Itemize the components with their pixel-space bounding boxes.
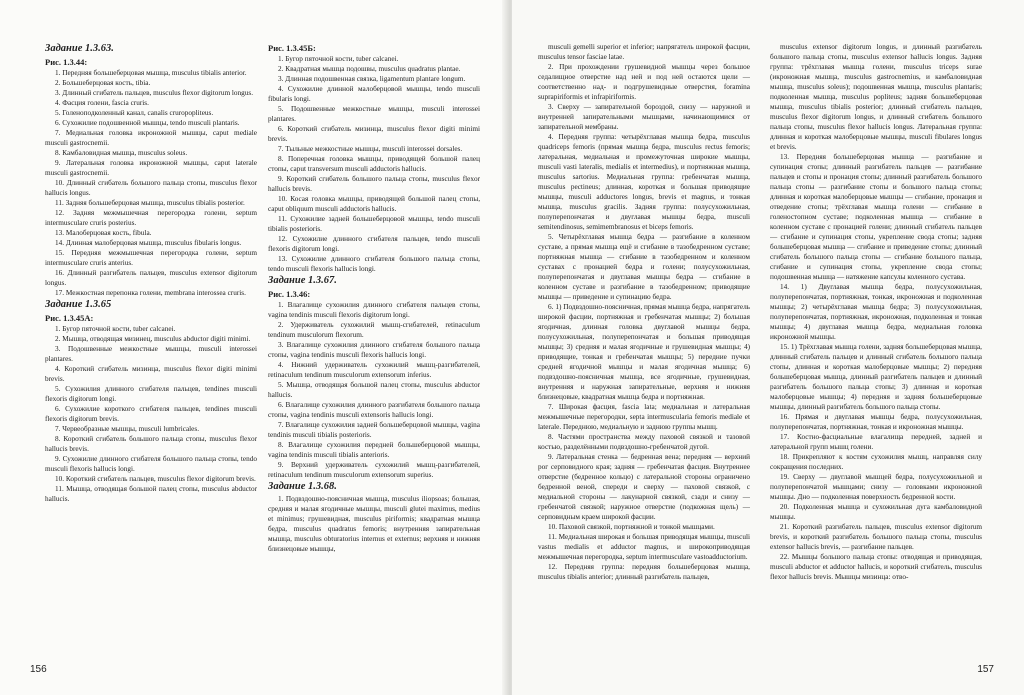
answer-item: 4. Короткий сгибатель мизинца, musculus flexor digiti minimi brevis. bbox=[45, 365, 257, 383]
answer-item: 3. Длинный сгибатель пальцев, musculus flexor digitorum longus. bbox=[55, 89, 254, 97]
answer-item: 15. 1) Трёхглавая мышца голени, задняя большеберцовая мышца, длинный сгибатель пальцев и длинный сгибатель большого пальца стопы, длинная и короткая малоберцовые мышцы; 2) передняя большеберцовая мышца, длинный разгибатель пальцев и длинный разгибатель большого пальца стопы; 3) длинная и короткая малоберцовые мышцы; 4) передняя и задняя большеберцовые мышцы, длинный разгибатель большого пальца стопы. bbox=[770, 343, 982, 411]
answer-item: 6. 1) Подвздошно-поясничная, прямая мышца бедра, напрягатель широкой фасции, портняжная и гребенчатая мышцы; 2) большая ягодичная, длинная головка двуглавой мышцы бедра, полусухожильная, полуперепончатая и большая приводящая мышцы; 3) средняя и малая ягодичные и грушевидная мышцы; 4) приводящие, тонкая и гребенчатая мышцы; 5) передние пучки средней ягодичной мышцы и малая ягодичная мышца; 6) подвздошно-поясничная мышца, все ягодичные, грушевидная, внутренняя и наружная запирательные, верхняя и нижняя близнецовые, квадратная мышца бедра и портняжная. bbox=[538, 303, 750, 401]
answer-item: 11. Медиальная широкая и большая приводящая мышцы, musculi vastus medialis et adductor magnus, и широкоприводящая межмышечная перегородка, septum intermusculare vastoadductorium. bbox=[538, 533, 750, 561]
answer-item: musculus extensor digitorum longus, и длинный разгибатель большого пальца стопы, musculus extensor hallucis longus. Задняя группа: трёхглавая мышца голени, musculus triceps surae (икроножная мышца, musculus gastrocnemius, и камбаловидная мышца, musculus soleus); подошвенная мышца, musculus plantaris; подколенная мышца, musculus popliteus; задняя большеберцовая мышца, musculus tibialis posterior; длинный сгибатель пальцев, musculus flexor digitorum longus, и длинный сгибатель большого пальца стопы, musculus flexor hallucis longus. Латеральная группа: длинная и короткая малоберцовые мышцы, musculi fibulares longus et brevis. bbox=[770, 43, 982, 151]
answer-item: 1. Бугор пяточной кости, tuber calcanei. bbox=[55, 325, 176, 333]
right-page bbox=[512, 0, 1024, 695]
answer-item: 10. Косая головка мышцы, приводящей большой палец стопы, caput obliquum musculi adductoris hallucis. bbox=[268, 195, 480, 213]
figure-label: Рис. 1.3.45Б: bbox=[268, 43, 316, 53]
answer-item: 4. Нижний удерживатель сухожилий мышц-разгибателей, retinaculum tendinum musculorum extensorum inferius. bbox=[268, 361, 480, 379]
answer-item: 7. Червеобразные мышцы, musculi lumbricales. bbox=[55, 425, 200, 433]
answer-item: 1. Подвздошно-поясничная мышца, musculus iliopsoas; большая, средняя и малая ягодичные мышцы, musculi glutei maximus, medius et minimus; грушевидная, musculus piriformis; квадратная мышца бедра, musculus quadratus femoris; внутренняя запирательная мышца, musculus obturatorius internus et externus; верхняя и нижняя близнецовые мышцы, bbox=[268, 495, 480, 553]
answer-item: 17. Межкостная перепонка голени, membrana interossea cruris. bbox=[55, 289, 246, 297]
figure-label: Рис. 1.3.46: bbox=[268, 289, 311, 299]
answer-item: 20. Подколенная мышца и сухожильная дуга камбаловидной мышцы. bbox=[770, 503, 982, 521]
answer-item: 6. Сухожилие короткого сгибателя пальцев, tendines musculi flexoris digitorum brevis. bbox=[45, 405, 257, 423]
answer-item: 6. Сухожилие подошвенной мышцы, tendo musculi plantaris. bbox=[55, 119, 240, 127]
answer-item: 14. 1) Двуглавая мышца бедра, полусухожильная, полуперепончатая, портняжная, тонкая, икроножная и подколенная мышцы; 2) четырёхглавая мышца бедра; 3) полусухожильная, полуперепончатая, портняжная, икроножная, подколенная и тонкая мышцы; 4) двуглавая мышца бедра, медиальная головка икроножной мышцы. bbox=[770, 283, 982, 341]
answer-item: 13. Малоберцовая кость, fibula. bbox=[55, 229, 152, 237]
answer-item: 7. Тыльные межкостные мышцы, musculi interossei dorsales. bbox=[278, 145, 463, 153]
answer-item: 10. Короткий сгибатель пальцев, musculus flexor digitorum brevis. bbox=[55, 475, 256, 483]
answer-item: 3. Подошвенные межкостные мышцы, musculi interossei plantares. bbox=[45, 345, 257, 363]
answer-item: 16. Прямая и двуглавая мышцы бедра, полусухожильная, полуперепончатая, портняжная, тонкая и икроножная мышцы. bbox=[770, 413, 982, 431]
answer-item: 14. Длинная малоберцовая мышца, musculus fibularis longus. bbox=[55, 239, 242, 247]
answer-item: 9. Сухожилие длинного сгибателя большого пальца стопы, tendo musculi flexoris hallucis longi. bbox=[45, 455, 257, 473]
answer-item: 2. Большеберцовая кость, tibia. bbox=[55, 79, 151, 87]
answer-item: 6. Короткий сгибатель мизинца, musculus flexor digiti minimi brevis. bbox=[268, 125, 480, 143]
task-heading: Задание 1.3.63. bbox=[45, 43, 114, 54]
page-number-left: 156 bbox=[30, 664, 47, 675]
answer-item: 11. Мышца, отводящая большой палец стопы, musculus abductor hallucis. bbox=[45, 485, 257, 503]
answer-item: 2. Удерживатель сухожилий мышц-сгибателей, retinaculum tendinum musculorum flexorum. bbox=[268, 321, 480, 339]
answer-item: 4. Сухожилие длинной малоберцовой мышцы, tendo musculi fibularis longi. bbox=[268, 85, 480, 103]
answer-item: 17. Костно-фасциальные влагалища передней, задней и латеральной групп мышц голени. bbox=[770, 433, 982, 451]
answer-item: musculi gemelli superior et inferior; напрягатель широкой фасции, musculus tensor fasciae latae. bbox=[538, 43, 750, 61]
task-heading: Задание 1.3.68. bbox=[268, 481, 337, 492]
answer-item: 2. Квадратная мышца подошвы, musculus quadratus plantae. bbox=[278, 65, 461, 73]
answer-item: 10. Длинный сгибатель большого пальца стопы, musculus flexor hallucis longus. bbox=[45, 179, 257, 197]
answer-item: 9. Латеральная головка икроножной мышцы, caput laterale musculi gastrocnemii. bbox=[45, 159, 257, 177]
answer-item: 10. Паховой связкой, портняжной и тонкой мышцами. bbox=[548, 523, 715, 531]
task-heading: Задание 1.3.65 bbox=[45, 299, 112, 310]
answer-item: 3. Сверху — запирательной бороздой, снизу — наружной и внутренней запирательными мышцами, начинающимися от запирательной мембраны. bbox=[538, 103, 750, 131]
answer-item: 3. Длинная подошвенная связка, ligamentum plantare longum. bbox=[278, 75, 466, 83]
answer-item: 13. Сухожилие длинного сгибателя большого пальца стопы, tendo musculi flexoris hallucis longi. bbox=[268, 255, 480, 273]
answer-item: 8. Поперечная головка мышцы, приводящей большой палец стопы, caput transversum musculi adductoris hallucis. bbox=[268, 155, 480, 173]
answer-item: 5. Сухожилия длинного сгибателя пальцев, tendines musculi flexoris digitorum longi. bbox=[45, 385, 257, 403]
answer-item: 11. Сухожилие задней большеберцовой мышцы, tendo musculi tibialis posterioris. bbox=[268, 215, 480, 233]
answer-item: 19. Сверху — двуглавой мышцей бедра, полусухожильной и полуперепончатой мышцами; снизу — головками икроножной мышцы. Дно — подколенная поверхность бедренной кости. bbox=[770, 473, 982, 501]
task-heading: Задание 1.3.67. bbox=[268, 275, 337, 286]
answer-item: 3. Влагалище сухожилия длинного сгибателя большого пальца стопы, vagina tendinis musculi flexoris hallucis longi. bbox=[268, 341, 480, 359]
answer-item: 2. При прохождении грушевидной мышцы через большое седалищное отверстие над ней и под ней остаются щели — соответственно над- и подгрушевидные отверстия, foramina suprapiriformis et infrapiriformis. bbox=[538, 63, 750, 101]
answer-item: 7. Влагалище сухожилия задней большеберцовой мышцы, vagina tendinis musculi tibialis posterioris. bbox=[268, 421, 480, 439]
answer-item: 12. Передняя группа: передняя большеберцовая мышца, musculus tibialis anterior; длинный разгибатель пальцев, bbox=[538, 563, 750, 581]
answer-item: 15. Передняя межмышечная перегородка голени, septum intermusculare cruris anterius. bbox=[45, 249, 257, 267]
answer-item: 12. Сухожилие длинного сгибателя пальцев, tendo musculi flexoris digitorum longi. bbox=[268, 235, 480, 253]
page-number-right: 157 bbox=[977, 664, 994, 675]
right-page-column-2 bbox=[770, 42, 982, 648]
answer-item: 5. Подошвенные межкостные мышцы, musculi interossei plantares. bbox=[268, 105, 480, 123]
left-page-column-1 bbox=[45, 42, 257, 642]
answer-item: 13. Передняя большеберцовая мышца — разгибание и супинация стопы; длинный разгибатель пальцев — разгибание пальцев и стопы и пронация стопы; длинный разгибатель большого пальца стопы — разгибание стопы и большого пальца стопы; длинная и короткая малоберцовые мышцы — сгибание, пронация и отведение стопы; трёхглавая мышца голени — сгибание в голеностопном суставе; подколенная мышца — сгибание в коленном суставе с пронацией голени; длинный сгибатель пальцев — сгибание и супинация стопы, укрепление свода стопы; задняя большеберцовая мышца — сгибание и приведение стопы; длинный сгибатель большого пальца стопы — сгибание большого пальца, сгибание и супинация стопы, укрепление свода стопы; подошвенная мышца — натяжение капсулы коленного сустава. bbox=[770, 153, 982, 281]
answer-item: 5. Голеноподколенный канал, canalis cruropopliteus. bbox=[55, 109, 214, 117]
answer-item: 4. Фасция голени, fascia cruris. bbox=[55, 99, 149, 107]
answer-item: 9. Короткий сгибатель большого пальца стопы, musculus flexor hallucis brevis. bbox=[268, 175, 480, 193]
answer-item: 1. Передняя большеберцовая мышца, musculus tibialis anterior. bbox=[55, 69, 247, 77]
answer-item: 22. Мышцы большого пальца стопы: отводящая и приводящая, musculi abductor et adductor hallucis, и короткий сгибатель, musculus flexor hallucis brevis. Мышцы мизинца: отво- bbox=[770, 553, 982, 581]
answer-item: 12. Задняя межмышечная перегородка голени, septum intermusculare cruris posterius. bbox=[45, 209, 257, 227]
answer-item: 7. Широкая фасция, fascia lata; медиальная и латеральная межмышечные перегородки, septa intermuscularia femoris mediale et laterale. Переднюю, медиальную и заднюю группы мышц. bbox=[538, 403, 750, 431]
answer-item: 11. Задняя большеберцовая мышца, musculus tibialis posterior. bbox=[55, 199, 245, 207]
answer-item: 8. Влагалище сухожилия передней большеберцовой мышцы, vagina tendinis musculi tibialis anterioris. bbox=[268, 441, 480, 459]
answer-item: 5. Четырёхглавая мышца бедра — разгибание в коленном суставе, а прямая мышца ещё и сгибание в тазобедренном суставе; портняжная мышца — сгибание в тазобедренном и коленном суставах с пронацией бедра и голени; полусухожильная, полуперепончатая и двуглавая мышцы бедра — сгибание в коленном суставе и разгибание в тазобедренном; приводящие мышцы — приведение и супинацию бедра. bbox=[538, 233, 750, 301]
figure-label: Рис. 1.3.45А: bbox=[45, 313, 94, 323]
answer-item: 8. Короткий сгибатель большого пальца стопы, musculus flexor hallucis brevis. bbox=[45, 435, 257, 453]
left-page bbox=[0, 0, 506, 695]
answer-item: 9. Латеральная стенка — бедренная вена; передняя — верхний рог серповидного края; задняя — гребенчатая фасция. Внутреннее отверстие (бедренное кольцо) с латеральной стороны ограничено бедренной веной, спереди и сверху — паховой связкой, с медиальной стороны — лакунарной связкой, сзади и снизу — гребенчатой связкой; наружное отверстие (подкожная щель) — серповидным краем широкой фасции. bbox=[538, 453, 750, 521]
answer-item: 1. Бугор пяточной кости, tuber calcanei. bbox=[278, 55, 399, 63]
right-page-column-1 bbox=[538, 42, 750, 642]
answer-item: 21. Короткий разгибатель пальцев, musculus extensor digitorum brevis, и короткий разгибатель большого пальца стопы, musculus extensor hallucis brevis, — разгибание пальцев. bbox=[770, 523, 982, 551]
figure-label: Рис. 1.3.44: bbox=[45, 57, 88, 67]
answer-item: 1. Влагалище сухожилия длинного сгибателя пальцев стопы, vagina tendinis musculi flexoris digitorum longi. bbox=[268, 301, 480, 319]
answer-item: 18. Прикрепляют к костям сухожилия мышц, направляя силу сокращения последних. bbox=[770, 453, 982, 471]
left-page-column-2 bbox=[268, 42, 480, 648]
answer-item: 6. Влагалище сухожилия длинного разгибателя большого пальца стопы, vagina tendinis musculi extensoris hallucis longi. bbox=[268, 401, 480, 419]
answer-item: 5. Мышца, отводящая большой палец стопы, musculus abductor hallucis. bbox=[268, 381, 480, 399]
answer-item: 4. Передняя группа: четырёхглавая мышца бедра, musculus quadriceps femoris (прямая мышца бедра, musculus rectus femoris; латеральная, медиальная и промежуточная широкие мышцы, musculi vasti lateralis, medialis et intermedius), и портняжная мышца, musculus sartorius. Медиальная группа: гребенчатая мышца, musculus pectineus; длинная, короткая и большая приводящие мышцы, musculi adductores longus, brevis et magnus, и тонкая мышца, musculus gracilis. Задняя группа: полусухожильная, полуперепончатая и двуглавая мышцы бедра, musculi semitendinosus, semimembranosus et biceps femoris. bbox=[538, 133, 750, 231]
answer-item: 2. Мышца, отводящая мизинец, musculus abductor digiti minimi. bbox=[55, 335, 251, 343]
answer-item: 8. Камбаловидная мышца, musculus soleus. bbox=[55, 149, 188, 157]
answer-item: 7. Медиальная головка икроножной мышцы, caput mediale musculi gastrocnemii. bbox=[45, 129, 257, 147]
answer-item: 9. Верхний удерживатель сухожилий мышц-разгибателей, retinaculum tendinum musculorum extensorum superius. bbox=[268, 461, 480, 479]
answer-item: 8. Частями пространства между паховой связкой и тазовой костью, разделёнными подвздошно-гребенчатой дугой. bbox=[538, 433, 750, 451]
answer-item: 16. Длинный разгибатель пальцев, musculus extensor digitorum longus. bbox=[45, 269, 257, 287]
